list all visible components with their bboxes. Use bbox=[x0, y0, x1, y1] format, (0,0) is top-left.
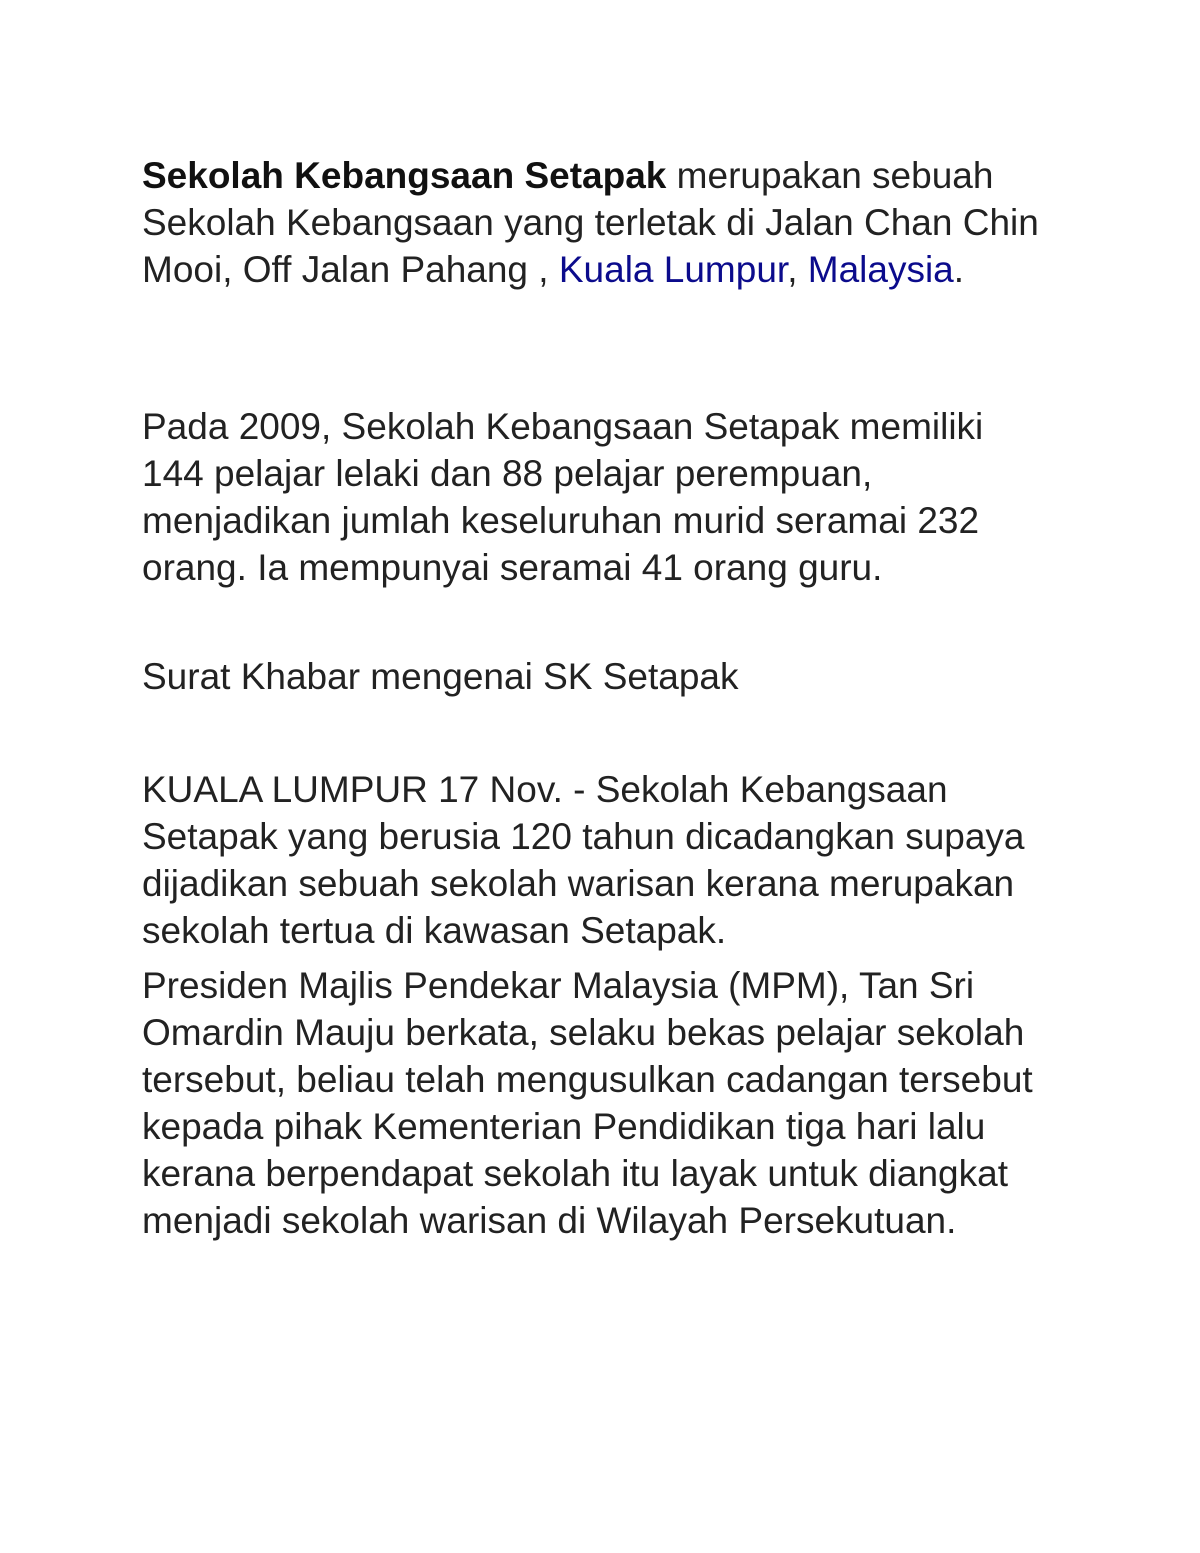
intro-paragraph bbox=[142, 152, 1042, 293]
intro-text: merupakan sebuah Sekolah Kebangsaan yang terletak di Jalan Chan Chin Mooi, Off Jalan Pahang , bbox=[142, 155, 1039, 290]
news-paragraph-1: KUALA LUMPUR 17 Nov. - Sekolah Kebangsaan Setapak yang berusia 120 tahun dicadangkan supaya dijadikan sebuah sekolah warisan kerana merupakan sekolah tertua di kawasan Setapak. bbox=[142, 769, 1025, 951]
school-name: Sekolah Kebangsaan Setapak bbox=[142, 155, 667, 196]
kuala-lumpur-link[interactable]: Kuala Lumpur bbox=[558, 249, 788, 290]
link-separator: , bbox=[787, 249, 808, 290]
news-paragraph-2: Presiden Majlis Pendekar Malaysia (MPM), Tan Sri Omardin Mauju berkata, selaku bekas pelajar sekolah tersebut, beliau telah mengusulkan cadangan tersebut kepada pihak Kementerian Pendidikan tiga hari lalu kerana berpendapat sekolah itu layak untuk diangkat menjadi sekolah warisan di Wilayah Persekutuan. bbox=[142, 965, 1033, 1241]
enrolment-paragraph: Pada 2009, Sekolah Kebangsaan Setapak memiliki 144 pelajar lelaki dan 88 pelajar perempuan, menjadikan jumlah keseluruhan murid seramai 232 orang. Ia mempunyai seramai 41 orang guru. bbox=[142, 406, 984, 588]
news-heading: Surat Khabar mengenai SK Setapak bbox=[142, 656, 739, 697]
malaysia-link[interactable]: Malaysia bbox=[807, 249, 954, 290]
intro-end-punct: . bbox=[953, 249, 965, 290]
